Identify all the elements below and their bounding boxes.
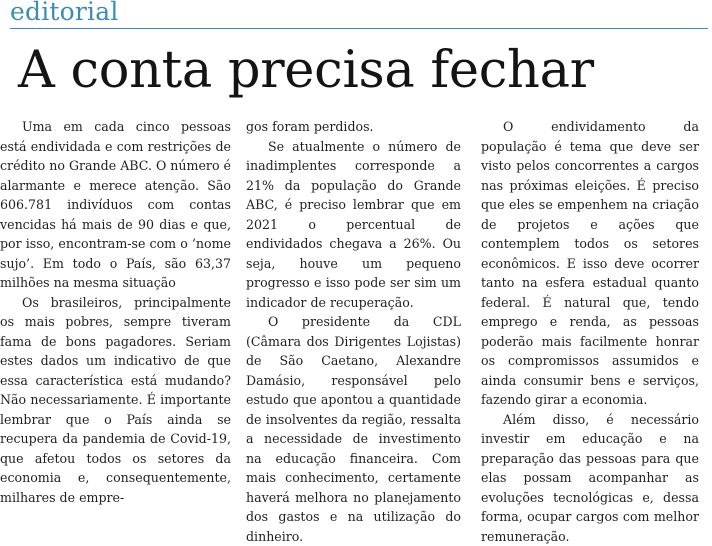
- paragraph: O endividamento da população é tema que deve ser visto pelos concorrentes a cargos nas próximas eleições. É preciso que eles se empenhem na criação de projetos e ações que contemplem todos os setores econômicos. E isso deve ocorrer tanto na esfera estadual quanto federal. É natural que, tendo emprego e renda, as pessoas poderão mais facilmente honrar os compromissos assumidos e ainda consumir bens e serviços, fazendo girar a economia.: [481, 117, 699, 410]
- paragraph: Os brasileiros, principalmente os mais pobres, sempre tiveram fama de bons pagadores. Seriam estes dados um indicativo de que essa característica está mudando? Não necessariamente. É importante lembrar que o País ainda se recupera da pandemia de Covid-19, que afetou todos os setores da economia e, consequentemente, milhares de empre-: [0, 293, 231, 508]
- headline: A conta precisa fechar: [18, 41, 594, 101]
- text-column-1: [0, 117, 231, 507]
- section-label: editorial: [10, 0, 119, 28]
- paragraph: Se atualmente o número de inadimplentes corresponde a 21% da população do Grande ABC, é preciso lembrar que em 2021 o percentual de endividados chegava a 26%. Ou seja, houve um pequeno progresso e isso pode ser sim um indicador de recuperação.: [246, 137, 461, 313]
- text-column-3: [481, 117, 699, 546]
- paragraph: Além disso, é necessário investir em educação e na preparação das pessoas para que elas possam acompanhar as evoluções tecnológicas e, dessa forma, ocupar cargos com melhor remuneração.: [481, 410, 699, 546]
- paragraph: Uma em cada cinco pessoas está endividada e com restrições de crédito no Grande ABC. O número é alarmante e merece atenção. São 606.781 indivíduos com contas vencidas há mais de 90 dias e que, por isso, encontram-se com o ‘nome sujo’. Em todo o País, são 63,37 milhões na mesma situação: [0, 117, 231, 293]
- section-divider: [10, 28, 708, 29]
- text-column-2: [246, 117, 461, 546]
- paragraph-continuation: gos foram perdidos.: [246, 117, 461, 137]
- paragraph: O presidente da CDL (Câmara dos Dirigentes Lojistas) de São Caetano, Alexandre Damásio, responsável pelo estudo que apontou a quantidade de insolventes da região, ressalta a necessidade de investimento na educação financeira. Com mais conhecimento, certamente haverá melhora no planejamento dos gastos e na utilização do dinheiro.: [246, 312, 461, 546]
